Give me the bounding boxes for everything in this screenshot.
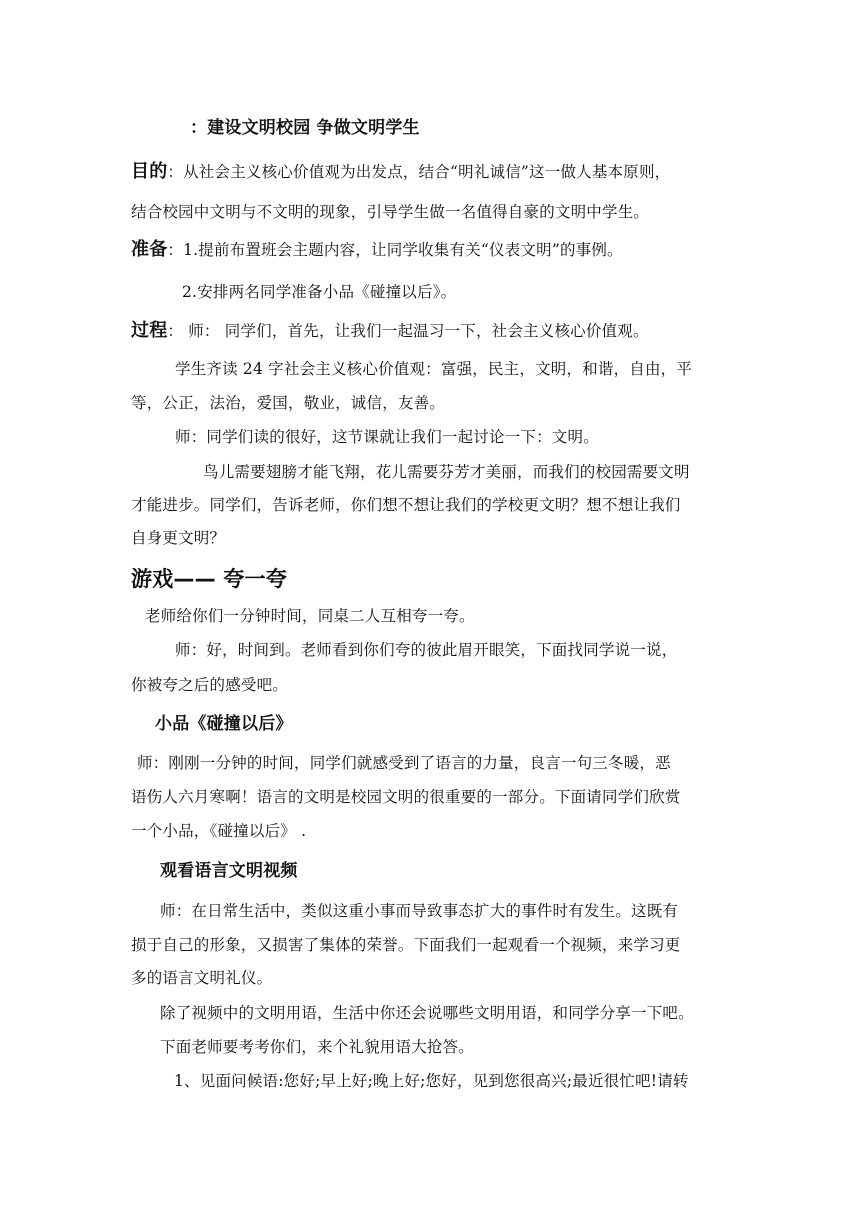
prep-item-2: 2.安排两名同学准备小品《碰撞以后》。 bbox=[182, 283, 457, 301]
process-p4-line-1: 鸟儿需要翅膀才能飞翔，花儿需要芬芳才美丽，而我们的校园需要文明 bbox=[203, 463, 690, 481]
skit-line-1: 师：刚刚一分钟的时间，同学们就感受到了语言的力量，良言一句三冬暖，恶 bbox=[137, 754, 671, 772]
prep-item-1: ：1.提前布置班会主题内容，让同学收集有关“仪表文明”的事例。 bbox=[167, 241, 623, 259]
game-p2-line-2: 你被夸之后的感受吧。 bbox=[131, 676, 289, 694]
game-p1: 老师给你们一分钟时间，同桌二人互相夸一夸。 bbox=[145, 607, 475, 625]
video-p1-line-2: 损于自己的形象，又损害了集体的荣誉。下面我们一起观看一个视频，来学习更 bbox=[131, 936, 681, 954]
prep-line-1 bbox=[131, 239, 623, 261]
game-heading: 游戏—— 夸一夸 bbox=[131, 567, 287, 591]
skit-line-3: 一个小品，《碰撞以后》 . bbox=[131, 822, 307, 840]
process-p4-line-2: 才能进步。同学们，告诉老师，你们想不想让我们的学校更文明？想不想让我们 bbox=[131, 496, 681, 514]
purpose-line-1 bbox=[131, 161, 670, 183]
prep-label: 准备 bbox=[131, 239, 168, 260]
game-p2-line-1: 师：好，时间到。老师看到你们夸的彼此眉开眼笑，下面找同学说一说， bbox=[175, 641, 678, 659]
skit-heading: 小品《碰撞以后》 bbox=[155, 714, 293, 734]
video-p2: 除了视频中的文明用语，生活中你还会说哪些文明用语，和同学分享一下吧。 bbox=[160, 1004, 694, 1022]
process-line-1 bbox=[131, 320, 649, 342]
video-list-item-1: 1、见面问候语:您好;早上好;晚上好;您好，见到您很高兴;最近很忙吧!请转 bbox=[174, 1072, 689, 1090]
video-p3: 下面老师要考考你们，来个礼貌用语大抢答。 bbox=[160, 1038, 475, 1056]
process-text-1: ： 师： 同学们，首先，让我们一起温习一下，社会主义核心价值观。 bbox=[167, 322, 649, 340]
video-p1-line-3: 多的语言文明礼仪。 bbox=[131, 969, 273, 987]
process-p2-line-1: 学生齐读 24 字社会主义核心价值观：富强，民主，文明，和谐，自由，平 bbox=[175, 360, 693, 378]
process-label: 过程 bbox=[131, 320, 168, 341]
video-p1-line-1: 师：在日常生活中，类似这重小事而导致事态扩大的事件时有发生。这既有 bbox=[160, 902, 679, 920]
purpose-label: 目的 bbox=[131, 161, 168, 182]
process-p3: 师：同学们读的很好，这节课就让我们一起讨论一下：文明。 bbox=[175, 428, 599, 446]
skit-line-2: 语伤人六月寒啊！语言的文明是校园文明的很重要的一部分。下面请同学们欣赏 bbox=[131, 788, 681, 806]
page-title: ：建设文明校园 争做文明学生 bbox=[190, 118, 420, 138]
process-p4-line-3: 自身更文明？ bbox=[131, 529, 226, 547]
process-p2-line-2: 等，公正，法治，爱国，敬业，诚信，友善。 bbox=[131, 394, 446, 412]
purpose-text-1: ：从社会主义核心价值观为出发点，结合“明礼诚信”这一做人基本原则， bbox=[167, 163, 671, 181]
purpose-line-2: 结合校园中文明与不文明的现象，引导学生做一名值得自豪的文明中学生。 bbox=[131, 203, 650, 221]
video-heading: 观看语言文明视频 bbox=[160, 861, 298, 881]
